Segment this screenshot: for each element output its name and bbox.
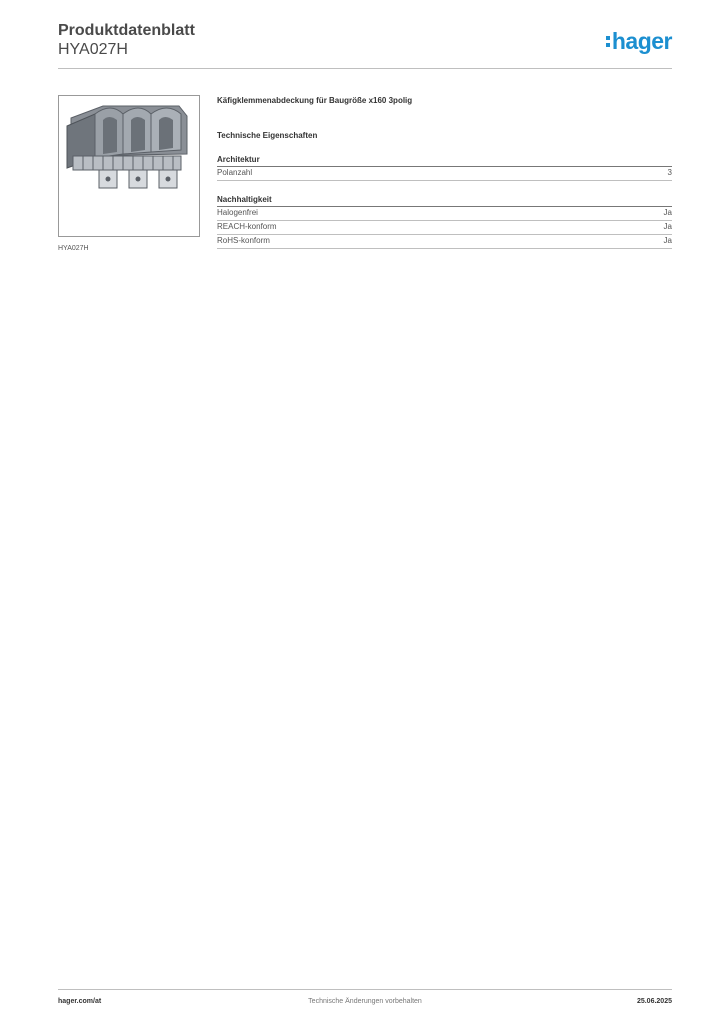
tech-properties-heading: Technische Eigenschaften (217, 131, 318, 140)
footer-date: 25.06.2025 (636, 998, 672, 1005)
property-value: Ja (663, 222, 672, 231)
article-number: HYA027H (58, 41, 128, 58)
section-title: Architektur (217, 155, 672, 167)
hager-logo (606, 28, 672, 55)
product-details (217, 96, 672, 263)
website-link[interactable]: hager.com/at (58, 998, 102, 1005)
property-value: Ja (663, 208, 672, 217)
page-header (58, 22, 672, 68)
product-image (58, 95, 200, 237)
section-nachhaltigkeit (217, 195, 672, 249)
property-row (217, 221, 672, 235)
section-title: Nachhaltigkeit (217, 195, 672, 207)
property-row (217, 167, 672, 181)
property-label: Polanzahl (217, 168, 253, 177)
logo-text: hager (611, 28, 672, 54)
property-value: Ja (663, 236, 672, 245)
footer-divider (58, 989, 672, 990)
property-row (217, 235, 672, 249)
logo-dots-icon (606, 36, 610, 47)
header-divider (58, 68, 672, 69)
terminal-cover-icon (59, 96, 199, 236)
page-title: Produktdatenblatt (58, 22, 195, 39)
property-label: RoHS-konform (217, 236, 270, 245)
page-footer (58, 998, 672, 1010)
property-label: REACH-konform (217, 222, 277, 231)
image-caption: HYA027H (58, 245, 89, 252)
property-value: 3 (667, 168, 672, 177)
footer-notice: Technische Änderungen vorbehalten (308, 998, 422, 1005)
property-row (217, 207, 672, 221)
product-description: Käfigklemmenabdeckung für Baugröße x160 3polig (217, 96, 413, 105)
section-architektur (217, 155, 672, 181)
property-label: Halogenfrei (217, 208, 258, 217)
